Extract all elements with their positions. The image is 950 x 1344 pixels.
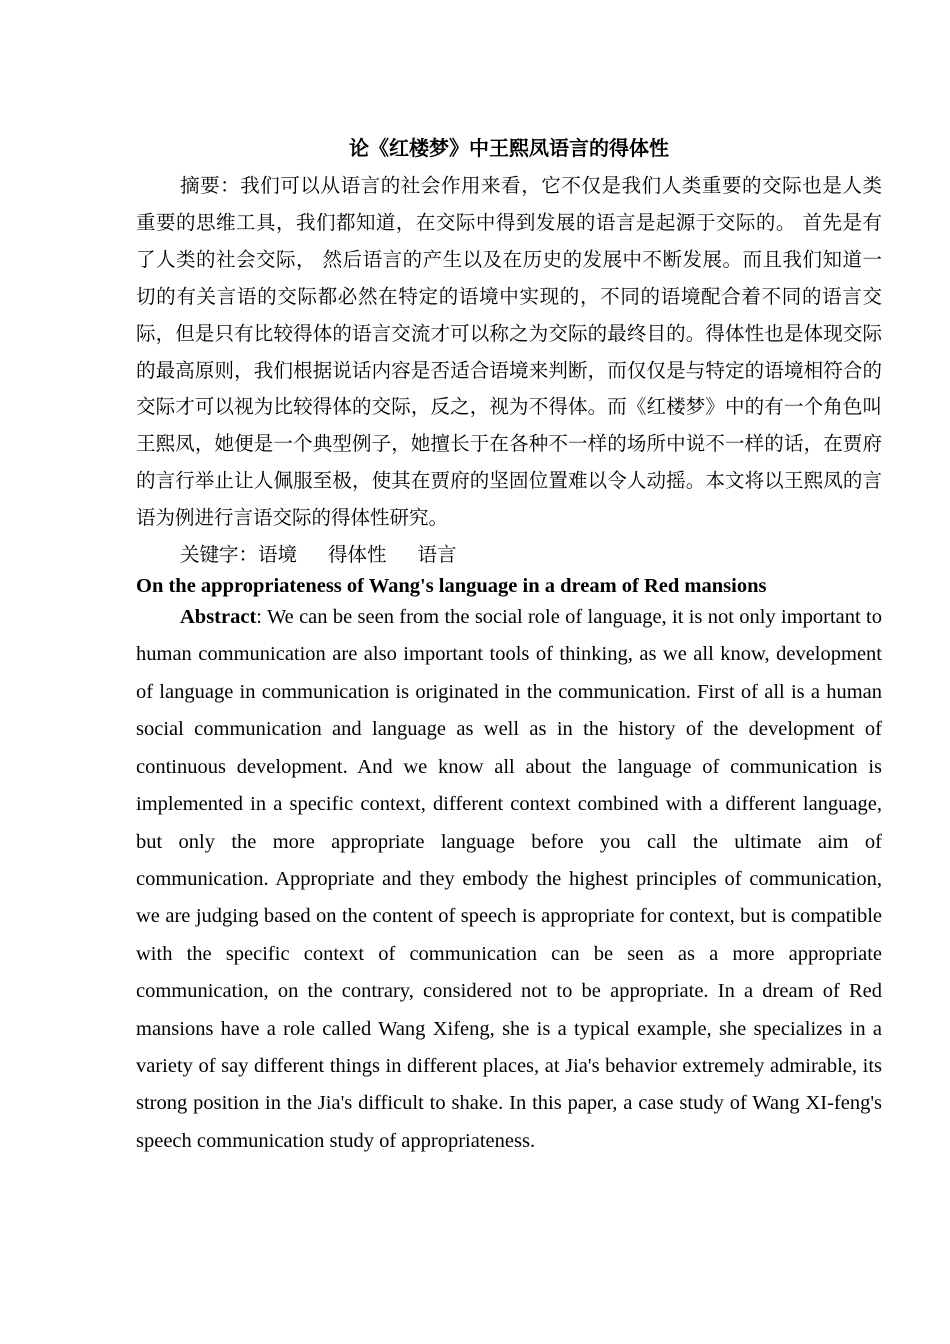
english-abstract-label: Abstract <box>180 606 257 629</box>
document-page <box>136 132 882 1160</box>
chinese-title: 论《红楼梦》中王熙凤语言的得体性 <box>349 136 669 160</box>
chinese-abstract <box>136 168 882 537</box>
chinese-abstract-label: 摘要： <box>180 174 241 197</box>
chinese-keywords-text: 语境 得体性 语言 <box>258 543 457 567</box>
chinese-abstract-text: 我们可以从语言的社会作用来看，它不仅是我们人类重要的交际也是人类重要的思维工具，我们都知道，在交际中得到发展的语言是起源于交际的。 首先是有了人类的社会交际， 然后语言的产生以及在历史的发展中不断发展。而且我们知道一切的有关言语的交际都必然在特定的语境中实现的，不同的语境配合着不同的语言交际，但是只有比较得体的语言交流才可以称之为交际的最终目的。得体性也是体现交际的最高原则，我们根据说话内容是否适合语境来判断，而仅仅是与特定的语境相符合的交际才可以视为比较得体的交际，反之，视为不得体。而《红楼梦》中的有一个角色叫王熙凤，她便是一个典型例子，她擅长于在各种不一样的场所中说不一样的话，在贾府的言行举止让人佩服至极，使其在贾府的坚固位置难以令人动摇。本文将以王熙凤的言语为例进行言语交际的得体性研究。 <box>136 174 882 530</box>
chinese-keywords <box>136 537 882 573</box>
english-title: On the appropriateness of Wang's language in a dream of Red mansions <box>136 575 767 598</box>
english-abstract-text: : We can be seen from the social role of language, it is not only important to human communication are also important tools of thinking, as we all know, development of language in communication is originated in the communication. First of all is a human social communication and language as well as in the history of the development of continuous development. And we know all about the language of communication is implemented in a specific context, different context combined with a different language, but only the more appropriate language before you call the ultimate aim of communication. Appropriate and they embody the highest principles of communication, we are judging based on the content of speech is appropriate for context, but is compatible with the specific context of communication can be seen as a more appropriate communication, on the contrary, considered not to be appropriate. In a dream of Red mansions have a role called Wang Xifeng, she is a typical example, she specializes in a variety of say different things in different places, at Jia's behavior extremely admirable, its strong position in the Jia's difficult to shake. In this paper, a case study of Wang XI-feng's speech communication study of appropriateness. <box>136 606 882 1152</box>
english-abstract <box>136 599 882 1160</box>
chinese-keywords-label: 关键字： <box>180 543 259 567</box>
